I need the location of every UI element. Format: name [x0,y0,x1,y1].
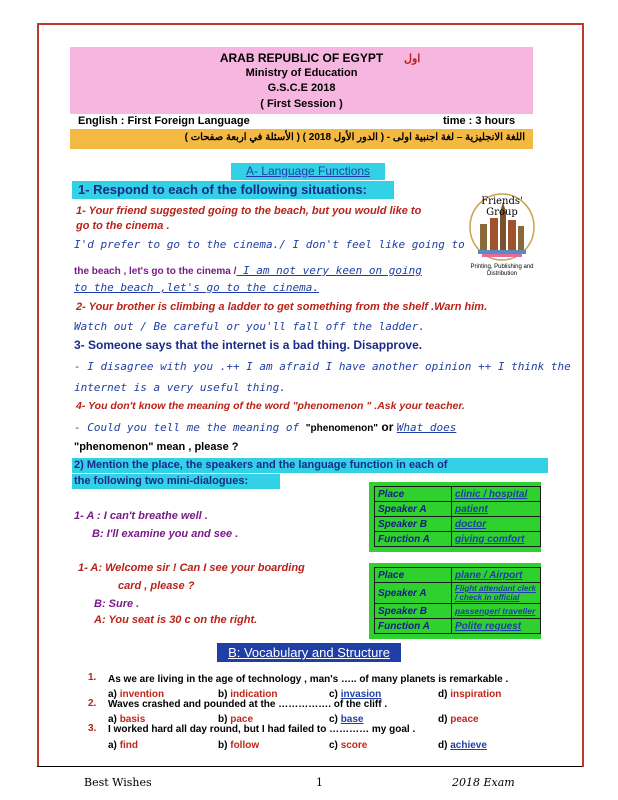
dialogue2-line1: 1- A: Welcome sir ! Can I see your boarding [78,562,305,574]
grid2-table [374,567,541,634]
logo-caption: Printing, Publishing and Distribution [470,264,534,277]
q1-title: 1- Respond to each of the following situations: [72,181,394,199]
situation-1: 1- Your friend suggested going to the beach, but you would like to [76,205,422,217]
header-arabic-line: اللغة الانجليزية – لغة اجنبية اولى - ( الدور الأول 2018 ) ( الأسئلة في اربعة صفحات ) [184,132,525,143]
q2-title2: the following two mini-dialogues: [72,474,280,489]
logo-line1: Friends' [481,196,523,207]
header-title: ARAB REPUBLIC OF EGYPT [219,51,384,65]
vocab-option: d) achieve [438,740,487,751]
vocab-option: b) pace [218,714,254,725]
section-a-title: A- Language Functions [231,163,385,180]
situation-3: 3- Someone says that the internet is a bad thing. Disapprove. [74,338,423,352]
friends-group-logo [462,190,542,282]
dialogue2-line2: card , please ? [118,580,195,592]
vocab-options: a) invention [108,689,165,700]
answer-2: Watch out / Be careful or you'll fall off the ladder. [74,320,425,333]
vocab-option: b) indication [218,689,278,700]
answer-1b-plain: the beach , let's go to the cinema / [74,266,237,277]
section-b-title: B: Vocabulary and Structure [217,643,401,662]
vocab-option: c) base [329,714,364,725]
answer-3a: - I disagree with you .++ I am afraid I have another opinion ++ I think the [74,360,571,373]
logo-line2: Group [486,207,518,218]
answer-4a: - Could you tell me the meaning of "phenomenon" or What does [74,420,457,434]
page-number: 1 [316,776,323,789]
header-arabic-mark: اول [404,53,421,65]
answer-1b-hand: I am not very keen on going [236,264,422,277]
grid1-row: Speaker A patient [375,502,541,517]
header-exam: G.S.C.E 2018 [267,82,336,94]
dialogue2-line4: A: You seat is 30 c on the right. [94,614,258,626]
vocab-num: 2. [88,698,97,709]
situation-4: 4- You don't know the meaning of the word "phenomenon " .Ask your teacher. [76,400,465,412]
vocab-option: a) find [108,740,139,751]
grid2-row: Speaker A Flight attendant clerk / check in official [375,583,541,604]
grid1-row: Speaker B doctor [375,517,541,532]
vocab-num: 3. [88,723,97,734]
vocab-num: 1. [88,672,97,683]
q2-title: 2) Mention the place, the speakers and the language function in each of [72,458,548,473]
footer-left: Best Wishes [84,776,152,789]
answer-1a: I'd prefer to go to the cinema./ I don't feel like going to [74,238,465,251]
answer-3b: internet is a very useful thing. [74,381,286,394]
grid2-row: Function A Polite request [375,619,541,634]
vocab-option: b) follow [218,740,260,751]
grid1-row: Place clinic / hospital [375,487,541,502]
vocab-option: d) inspiration [438,689,502,700]
answer-4c: "phenomenon" mean , please ? [74,441,239,453]
vocab-option: a) basis [108,714,146,725]
grid1-row: Function A giving comfort [375,532,541,547]
header-time: time : 3 hours [443,115,516,127]
grid1-table [374,486,541,547]
vocab-option: d) peace [438,714,479,725]
grid2-row: Place plane / Airport [375,568,541,583]
header-ministry: Ministry of Education [245,67,358,79]
header-subject: English : First Foreign Language [78,115,250,127]
dialogue2-line3: B: Sure . [94,598,140,610]
vocab-question: As we are living in the age of technology , man's ….. of many planets is remarkable . [108,674,509,685]
dialogue1-line2: B: I'll examine you and see . [92,528,239,540]
vocab-option: c) invasion [329,689,382,700]
dialogue1-line1: 1- A : I can't breathe well . [74,510,208,522]
situation-1b: go to the cinema . [76,220,170,232]
vocab-option: c) score [329,740,368,751]
footer-right: 2018 Exam [452,776,515,789]
header-session: ( First Session ) [260,98,343,110]
situation-2: 2- Your brother is climbing a ladder to get something from the shelf .Warn him. [76,301,488,313]
grid2-row: Speaker B passenger/ traveller [375,604,541,619]
vocab-question: Waves crashed and pounded at the ……………. of the cliff . [108,699,388,710]
vocab-question: I worked hard all day round, but I had failed to ………… my goal . [108,724,416,735]
footer-rule [37,766,582,767]
answer-1c: to the beach ,let's go to the cinema. [74,281,320,294]
answer-1b [74,261,422,279]
